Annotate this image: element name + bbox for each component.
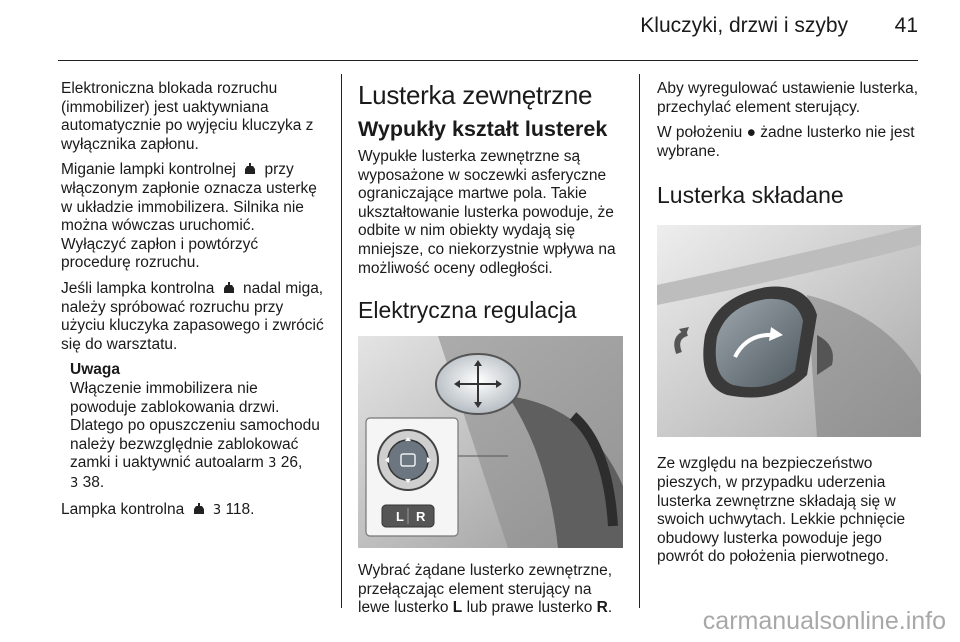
switch-label-l: L [396, 509, 404, 525]
immobilizer-lamp-icon [243, 163, 257, 175]
page-number: 41 [894, 14, 918, 37]
note-ref-link-1[interactable]: 26, [280, 454, 303, 472]
page-header [0, 0, 960, 62]
spare-key-paragraph: Jeśli lampka kontrolna nadal miga, należy spróbować rozruchu przy użyciu kluczyka zapasowego i zwrócić się do warsztatu. [61, 279, 324, 353]
convex-paragraph: Wypukłe lusterka zewnętrzne są wyposażone w soczewki asferyczne ograniczające martwe pola. Takie ukształtowanie lusterka powoduje, że odbite w nim obiekty wydają się mniejsze, co niekorzystnie wpływa na możliwość oceny odległości. [358, 148, 616, 277]
bullet-icon: ● [746, 124, 756, 142]
neutral-position-paragraph: W położeniu ● żadne lusterko nie jest wybrane. [657, 124, 915, 160]
tilt-paragraph: Aby wyregulować ustawienie lusterka, przechylać element sterujący. [657, 80, 919, 116]
note-body: Włączenie immobilizera nie powoduje zablokowania drzwi. Dlatego po opuszczeniu samochodu należy bezwzględnie zablokować zamki i uaktywnić autoalarm 3 26, 3 38. [70, 379, 320, 491]
reference-arrow-icon: 3 [212, 503, 222, 519]
note-heading: Uwaga [70, 361, 120, 379]
immobilizer-paragraph: Elektroniczna blokada rozruchu (immobilizer) jest uaktywniana automatycznie po wyjęciu kluczyka z wyłącznika zapłonu. [61, 80, 314, 153]
folding-mirror-illustration [657, 225, 921, 437]
column-2 [358, 80, 623, 625]
column-divider-1 [341, 74, 342, 608]
column-1 [61, 80, 327, 528]
heading-convex-shape: Wypukły kształt lusterek [358, 117, 608, 141]
column-divider-2 [639, 74, 640, 608]
heading-folding-mirrors: Lusterka składane [657, 182, 844, 209]
immobilizer-lamp-icon [222, 282, 236, 294]
heading-exterior-mirrors: Lusterka zewnętrzne [358, 80, 593, 110]
switch-label-r: R [416, 509, 426, 525]
immobilizer-lamp-icon [192, 503, 206, 515]
lamp-reference-paragraph: Lampka kontrolna 3 118. [61, 501, 255, 519]
warning-paragraph: Miganie lampki kontrolnej przy włączonym zapłonie oznacza usterkę w układzie immobilizera. Silnika nie można wówczas uruchomić. Wyłączyć zapłon i powtórzyć procedurę rozruchu. [61, 161, 317, 272]
heading-electric-adjustment: Elektryczna regulacja [358, 297, 577, 324]
mirror-control-illustration [358, 336, 623, 548]
reference-arrow-icon: 3 [70, 475, 79, 491]
section-title: Kluczyki, drzwi i szyby [640, 14, 848, 37]
column-3 [657, 80, 921, 574]
reference-arrow-icon: 3 [268, 456, 277, 472]
note-box [70, 361, 327, 493]
watermark: carmanualsonline.info [702, 607, 946, 635]
folding-paragraph: Ze względu na bezpieczeństwo pieszych, w przypadku uderzenia lusterka zewnętrzne składają się w swoich uchwytach. Lekkie pchnięcie obudowy lusterka powoduje jego powrót do położenia pierwotnego. [657, 455, 906, 566]
caption-select-mirror: Wybrać żądane lusterko zewnętrzne, przełączając element sterujący na lewe lusterko L lub prawe lusterko R. [358, 562, 613, 617]
lamp-ref-link[interactable]: 118. [225, 501, 255, 519]
note-ref-link-2[interactable]: 38. [82, 473, 105, 491]
header-rule [58, 60, 918, 61]
